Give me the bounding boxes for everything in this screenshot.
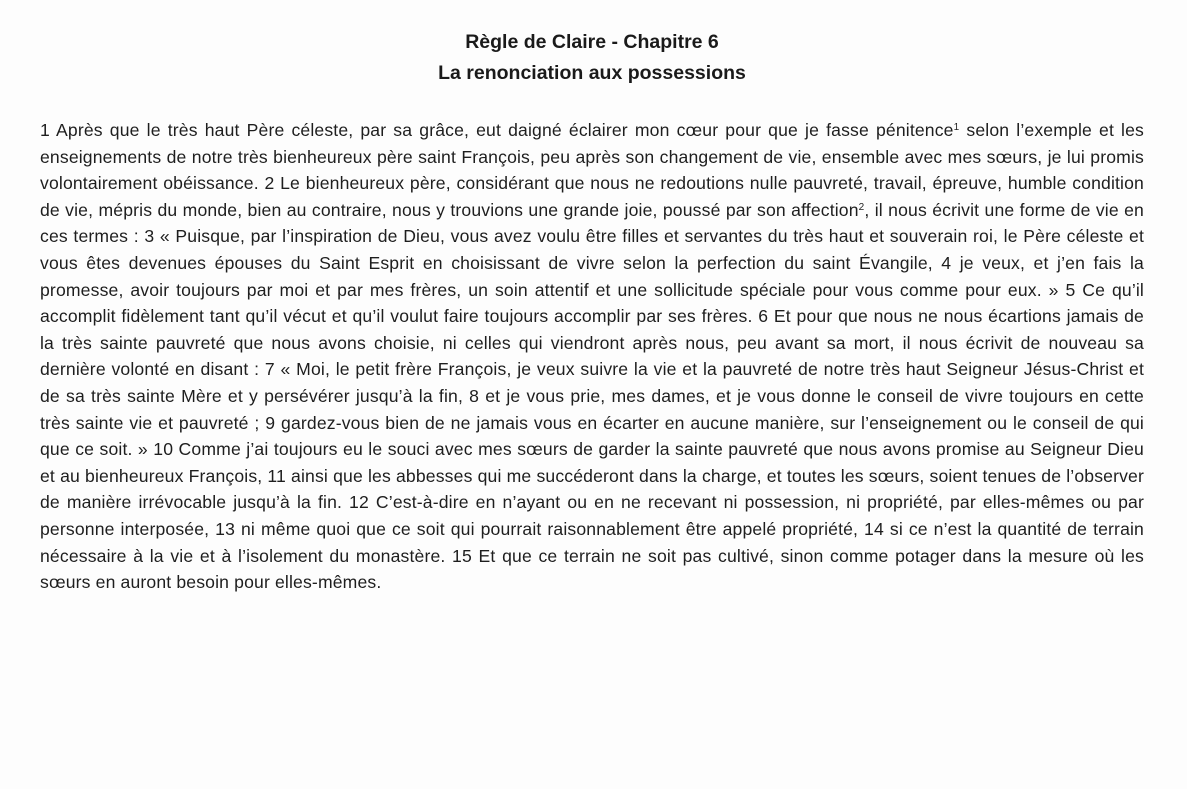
document-page bbox=[0, 27, 1187, 789]
footnote-ref-1: 1 bbox=[953, 122, 960, 133]
text-segment-3: , il nous écrivit une forme de vie en ces termes : 3 « Puisque, par l’inspiration de Dieu, vous avez voulu être filles et servantes du très haut et souverain roi, le Père céleste et vous êtes devenues épouses du Saint Esprit en choisissant de vivre selon la perfection du saint Évangile, 4 je veux, et j’en fais la promesse, avoir toujours par moi et par mes frères, un soin attentif et une sollicitude spéciale pour vous comme pour eux. » 5 Ce qu’il accomplit fidèlement tant qu’il vécut et qu’il voulut faire toujours accomplir par ses frères. 6 Et pour que nous ne nous écartions jamais de la très sainte pauvreté que nous avons choisie, ni celles qui viendront après nous, peu avant sa mort, il nous écrivit de nouveau sa dernière volonté en disant : 7 « Moi, le petit frère François, je veux suivre la vie et la pauvreté de notre très haut Seigneur Jésus-Christ et de sa très sainte Mère et y persévérer jusqu’à la fin, 8 et je vous prie, mes dames, et je vous donne le conseil de vivre toujours en cette très sainte vie et pauvreté ; 9 gardez-vous bien de ne jamais vous en écarter en aucune manière, sur l’enseignement ou le conseil de qui que ce soit. » 10 Comme j’ai toujours eu le souci avec mes sœurs de garder la sainte pauvreté que nous avons promise au Seigneur Dieu et au bienheureux François, 11 ainsi que les abbesses qui me succéderont dans la charge, et toutes les sœurs, soient tenues de l’observer de manière irrévocable jusqu’à la fin. 12 C’est-à-dire en n’ayant ou en ne recevant ni possession, ni propriété, par elles-mêmes ou par personne interposée, 13 ni même quoi que ce soit qui pourrait raisonnablement être appelé propriété, 14 si ce n’est la quantité de terrain nécessaire à la vie et à l’isolement du monastère. 15 Et que ce terrain ne soit pas cultivé, sinon comme potager dans la mesure où les sœurs en auront besoin pour elles-mêmes. bbox=[40, 199, 1144, 593]
document-title bbox=[40, 27, 1144, 89]
text-segment-1: 1 Après que le très haut Père céleste, par sa grâce, eut daigné éclairer mon cœur pour que je fasse pénitence bbox=[40, 120, 954, 140]
footnote-ref-2: 2 bbox=[858, 201, 865, 213]
body-paragraph bbox=[40, 117, 1144, 596]
title-line-2: La renonciation aux possessions bbox=[438, 62, 746, 84]
text-segment-2: selon l’exemple et les enseignements de notre très bienheureux père saint François, peu après son changement de vie, ensemble avec mes sœurs, je lui promis volontairement obéissance. 2 Le bienheureux père, considérant que nous ne redoutions nulle pauvreté, travail, épreuve, humble condition de vie, mépris du monde, bien au contraire, nous y trouvions une grande joie, poussé par son affection bbox=[40, 120, 1144, 220]
title-line-1: Règle de Claire - Chapitre 6 bbox=[465, 31, 719, 53]
